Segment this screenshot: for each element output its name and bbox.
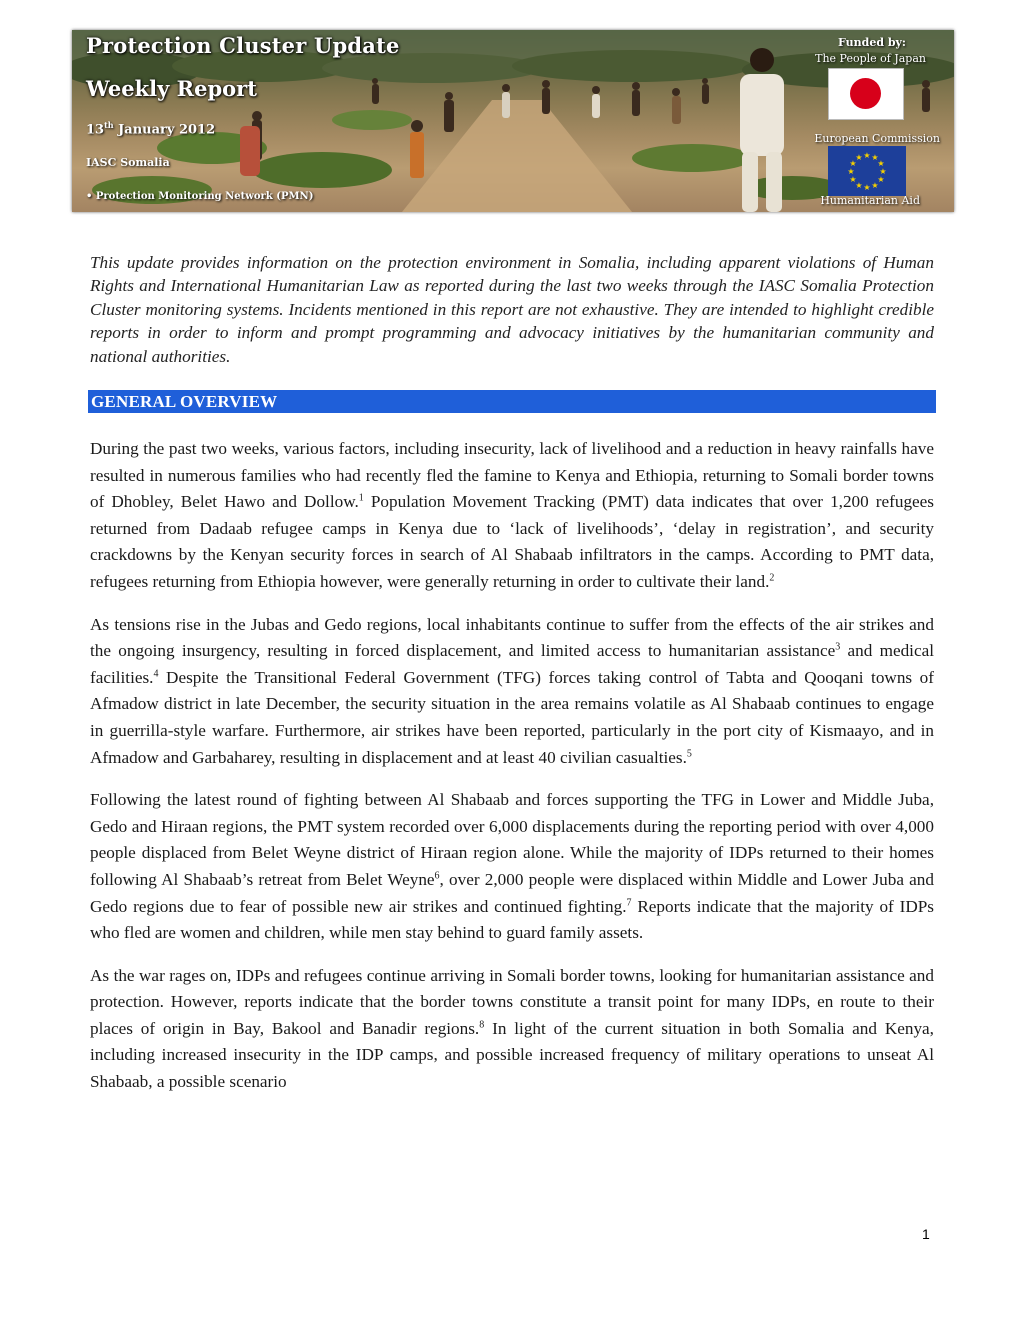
footnote-marker[interactable]: 4: [153, 668, 159, 680]
svg-text:★: ★: [855, 153, 863, 162]
footnote-marker[interactable]: 2: [769, 572, 775, 584]
svg-text:★: ★: [863, 183, 871, 192]
paragraph-text: During the past two weeks, various factors, including insecurity, lack of livelihood and a reduction in heavy rainfalls have resulted in numerous families who had recently fled the famine to Kenya and Ethiopia, returning to Somali border towns of Dhobley, Belet Hawo and Dollow.: [90, 439, 934, 512]
section-title: GENERAL OVERVIEW: [91, 392, 278, 411]
svg-text:★: ★: [871, 153, 879, 162]
svg-text:★: ★: [871, 181, 879, 190]
japan-flag-icon: [828, 68, 904, 120]
svg-text:★: ★: [877, 175, 885, 184]
report-title: Protection Cluster Update: [86, 33, 400, 58]
overview-paragraph: [90, 436, 934, 596]
svg-text:★: ★: [879, 167, 887, 176]
overview-paragraph: [90, 963, 934, 1096]
footnote-marker[interactable]: 5: [686, 747, 692, 759]
svg-text:★: ★: [863, 151, 871, 160]
report-date: [86, 120, 215, 137]
paragraph-text: Despite the Transitional Federal Government (TFG) forces taking control of Tabta and Qooqani towns of Afmadow district in late December, the security situation in the area remains volatile as Al Shabaab continues to engage in guerrilla-style warfare. Furthermore, air strikes have been reported, particularly in the port city of Kismaayo, and in Afmadow and Garbaharey, resulting in displacement and at least 40 civilian casualties.: [90, 667, 934, 767]
ec-donor-label: European Commission: [814, 132, 940, 145]
japan-donor-label: The People of Japan: [815, 52, 926, 65]
date-day: 13: [86, 122, 105, 138]
paragraph-text: Population Movement Tracking (PMT) data indicates that over 1,200 refugees returned from Dadaab refugee camps in Kenya due to ‘lack of livelihoods’, ‘delay in registration’, and security crackdowns by the Kenyan security forces in search of Al Shabaab infiltrators in the camps. According to PMT data, refugees returning from Ethiopia however, were generally returning in order to cultivate their land.: [90, 492, 934, 591]
date-suffix: th: [104, 120, 114, 130]
footnote-marker[interactable]: 7: [626, 896, 632, 908]
svg-text:★: ★: [855, 181, 863, 190]
eu-stars: [828, 146, 906, 196]
date-rest: January 2012: [113, 122, 216, 138]
svg-text:★: ★: [877, 159, 885, 168]
overview-paragraph: [90, 612, 934, 772]
footnote-marker[interactable]: 3: [835, 641, 841, 653]
overview-paragraph: [90, 787, 934, 947]
footnote-marker[interactable]: 6: [434, 870, 440, 882]
paragraph-text: Following the latest round of fighting between Al Shabaab and forces supporting the TFG in Lower and Middle Juba, Gedo and Hiraan regions, the PMT system recorded over 6,000 displacements during the reporting period with over 4,000 people displaced from Belet Weyne district of Hiraan region alone. While the majority of IDPs returned to their homes following Al Shabaab’s retreat from Belet Weyne: [90, 790, 934, 889]
paragraph-text: Reports indicate that the majority of IDPs who fled are women and children, while men stay behind to guard family assets.: [90, 896, 934, 943]
paragraph-text: and medical facilities.: [90, 641, 934, 687]
report-subtitle: Weekly Report: [86, 76, 257, 101]
network-label: • Protection Monitoring Network (PMN): [86, 191, 314, 202]
report-banner: [72, 30, 954, 212]
paragraph-text: , over 2,000 people were displaced within Middle and Lower Juba and Gedo regions due to fear of possible new air strikes and continued fighting.: [90, 869, 934, 916]
svg-text:★: ★: [849, 159, 857, 168]
japan-flag-disc: [850, 78, 881, 109]
humanitarian-aid-label: Humanitarian Aid: [820, 194, 920, 207]
footnote-marker[interactable]: 1: [358, 492, 364, 504]
paragraph-text: As the war rages on, IDPs and refugees continue arriving in Somali border towns, looking for humanitarian assistance and protection. However, reports indicate that the border towns constitute a transit point for many IDPs, en route to their places of origin in Bay, Bakool and Banadir regions.: [90, 965, 934, 1038]
page-number: 1: [922, 1226, 930, 1242]
section-header-bar: [88, 390, 936, 413]
footnote-marker[interactable]: 8: [479, 1019, 485, 1031]
funded-by-label: Funded by:: [838, 36, 906, 49]
svg-text:★: ★: [849, 175, 857, 184]
paragraph-text: As tensions rise in the Jubas and Gedo regions, local inhabitants continue to suffer from the effects of the air strikes and the ongoing insurgency, resulting in forced displacement, and limited access to humanitarian assistance: [90, 614, 934, 661]
overview-content: [90, 436, 934, 1096]
paragraph-text: In light of the current situation in both Somalia and Kenya, including increased insecurity in the IDP camps, and possible increased frequency of military operations to unseat Al Shabaab, a possible scenario: [90, 1018, 934, 1092]
organization-label: IASC Somalia: [86, 156, 170, 169]
intro-paragraph: This update provides information on the protection environment in Somalia, including apparent violations of Human Rights and International Humanitarian Law as reported during the last two weeks through the IASC Somalia Protection Cluster monitoring systems. Incidents mentioned in this report are not exhaustive. They are intended to highlight credible reports in order to inform and prompt programming and advocacy initiatives by the humanitarian community and national authorities.: [90, 253, 934, 366]
eu-flag-icon: [828, 146, 906, 196]
svg-text:★: ★: [847, 167, 855, 176]
